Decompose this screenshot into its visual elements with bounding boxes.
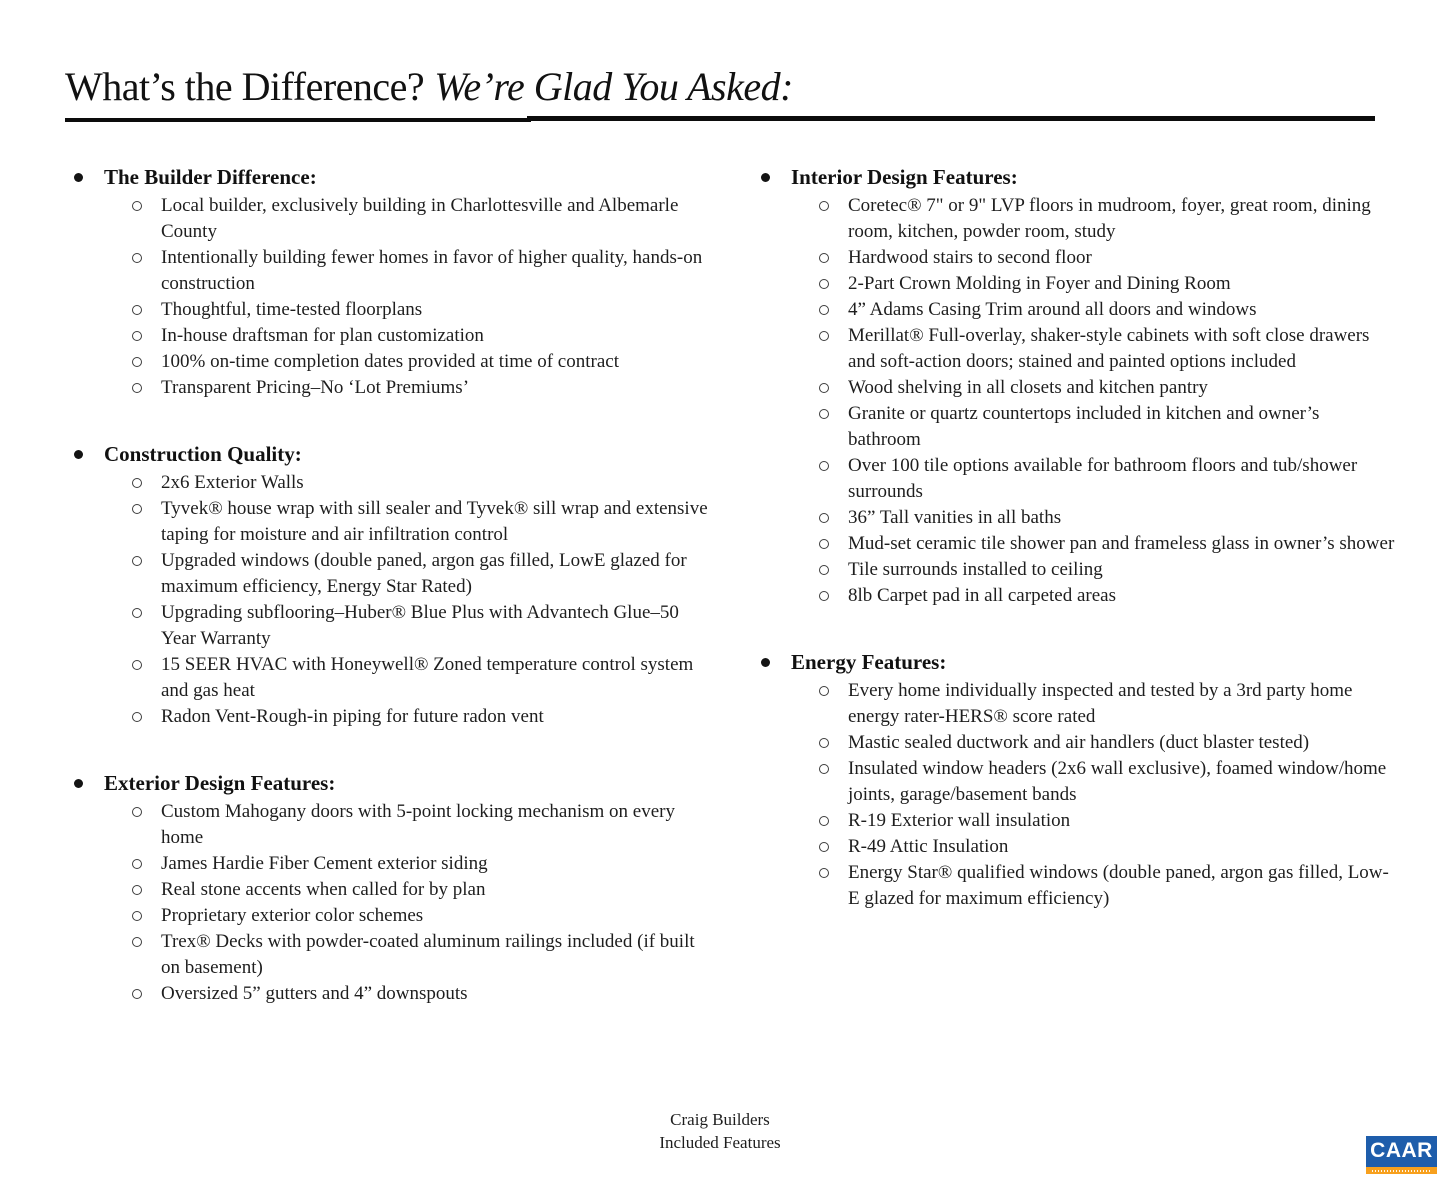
list-item [70, 652, 757, 704]
bullet-circle-icon [819, 201, 829, 211]
bullet-circle-icon [132, 478, 142, 488]
title-block [65, 64, 1375, 124]
list-item [70, 851, 757, 877]
section-interior-design-features [757, 164, 1440, 609]
bullet-circle-icon [132, 807, 142, 817]
section-title: Interior Design Features: [791, 165, 1018, 189]
bullet-circle-icon [132, 253, 142, 263]
bullet-circle-icon [819, 868, 829, 878]
rule-segment-left [65, 118, 531, 122]
section-construction-quality [70, 441, 757, 730]
bullet-circle-icon [132, 357, 142, 367]
section-exterior-design-features [70, 770, 757, 1007]
list-item [70, 297, 757, 323]
bullet-circle-icon [819, 409, 829, 419]
bullet-circle-icon [819, 591, 829, 601]
list-item [757, 323, 1440, 375]
list-item [70, 349, 757, 375]
list-item-text: Intentionally building fewer homes in favor of higher quality, hands-on construction [161, 247, 703, 294]
list-item [757, 808, 1440, 834]
bullet-circle-icon [132, 201, 142, 211]
rule-segment-right [527, 116, 1375, 121]
list-item-text: Hardwood stairs to second floor [848, 247, 1092, 268]
bullet-circle-icon [132, 305, 142, 315]
section-title: Construction Quality: [104, 442, 302, 466]
caar-logo [1366, 1136, 1437, 1174]
list-item-text: Mud-set ceramic tile shower pan and frameless glass in owner’s shower [848, 533, 1395, 554]
list-item [757, 193, 1440, 245]
list-item-text: Upgraded windows (double paned, argon gas filled, LowE glazed for maximum efficiency, Energy Star Rated) [161, 550, 687, 597]
bullet-circle-icon [132, 989, 142, 999]
bullet-circle-icon [819, 331, 829, 341]
list-item [70, 903, 757, 929]
bullet-circle-icon [819, 816, 829, 826]
list-item-text: 15 SEER HVAC with Honeywell® Zoned temperature control system and gas heat [161, 654, 694, 701]
list-item [757, 505, 1440, 531]
bullet-circle-icon [819, 764, 829, 774]
list-item [757, 245, 1440, 271]
list-item-text: James Hardie Fiber Cement exterior siding [161, 853, 488, 874]
bullet-circle-icon [132, 712, 142, 722]
bullet-circle-icon [132, 504, 142, 514]
section-title: Exterior Design Features: [104, 771, 336, 795]
list-item-text: 8lb Carpet pad in all carpeted areas [848, 585, 1116, 606]
bullet-circle-icon [132, 885, 142, 895]
list-item [757, 531, 1440, 557]
list-item [70, 877, 757, 903]
list-item [70, 245, 757, 297]
page-title [65, 64, 1375, 110]
bullet-circle-icon [132, 660, 142, 670]
section-energy-features [757, 649, 1440, 912]
list-item [757, 297, 1440, 323]
list-item [70, 600, 757, 652]
list-item-text: Proprietary exterior color schemes [161, 905, 424, 926]
list-item [757, 860, 1440, 912]
list-item-text: 4” Adams Casing Trim around all doors and windows [848, 299, 1257, 320]
list-item-text: 2-Part Crown Molding in Foyer and Dining Room [848, 273, 1231, 294]
list-item-text: Mastic sealed ductwork and air handlers (duct blaster tested) [848, 732, 1310, 753]
bullet-circle-icon [132, 911, 142, 921]
list-item-text: 100% on-time completion dates provided at time of contract [161, 351, 619, 372]
list-item-text: Real stone accents when called for by plan [161, 879, 486, 900]
bullet-circle-icon [819, 305, 829, 315]
section-title: The Builder Difference: [104, 165, 317, 189]
list-item-text: Upgrading subflooring–Huber® Blue Plus with Advantech Glue–50 Year Warranty [161, 602, 679, 649]
list-item-text: Granite or quartz countertops included in kitchen and owner’s bathroom [848, 403, 1320, 450]
list-item [757, 557, 1440, 583]
bullet-circle-icon [819, 383, 829, 393]
list-item-text: Local builder, exclusively building in Charlottesville and Albemarle County [161, 195, 679, 242]
bullet-circle-icon [819, 513, 829, 523]
bullet-circle-icon [132, 937, 142, 947]
list-item-text: Custom Mahogany doors with 5-point locking mechanism on every home [161, 801, 675, 848]
footer-company: Craig Builders [670, 1110, 770, 1129]
list-item [757, 583, 1440, 609]
title-regular: What’s the Difference? [65, 64, 425, 109]
footer-doc-title: Included Features [659, 1133, 781, 1152]
bullet-circle-icon [132, 331, 142, 341]
list-item-text: Over 100 tile options available for bathroom floors and tub/shower surrounds [848, 455, 1358, 502]
list-item-text: Every home individually inspected and tested by a 3rd party home energy rater-HERS® score rated [848, 680, 1353, 727]
left-column [70, 164, 757, 1047]
caar-logo-text: CAAR [1370, 1139, 1433, 1162]
list-item [757, 834, 1440, 860]
right-column [757, 164, 1440, 1047]
list-item [70, 799, 757, 851]
bullet-circle-icon [132, 556, 142, 566]
bullet-dot-icon [761, 658, 770, 667]
list-item-text: Tyvek® house wrap with sill sealer and Tyvek® sill wrap and extensive taping for moisture and air infiltration control [161, 498, 708, 545]
list-item-text: R-49 Attic Insulation [848, 836, 1009, 857]
list-item-text: Wood shelving in all closets and kitchen pantry [848, 377, 1208, 398]
title-rule [65, 115, 1375, 124]
list-item-text: 2x6 Exterior Walls [161, 472, 304, 493]
list-item-text: Transparent Pricing–No ‘Lot Premiums’ [161, 377, 470, 398]
section-title: Energy Features: [791, 650, 947, 674]
bullet-circle-icon [819, 842, 829, 852]
list-item [70, 704, 757, 730]
bullet-circle-icon [132, 859, 142, 869]
list-item [757, 375, 1440, 401]
list-item-text: In-house draftsman for plan customization [161, 325, 484, 346]
bullet-circle-icon [132, 608, 142, 618]
list-item [70, 548, 757, 600]
list-item-text: Coretec® 7" or 9" LVP floors in mudroom, foyer, great room, dining room, kitchen, powder room, study [848, 195, 1371, 242]
list-item-text: Energy Star® qualified windows (double paned, argon gas filled, Low-E glazed for maximum efficiency) [848, 862, 1389, 909]
bullet-circle-icon [819, 461, 829, 471]
document-page [0, 64, 1440, 1177]
bullet-circle-icon [819, 686, 829, 696]
bullet-circle-icon [819, 539, 829, 549]
list-item [757, 453, 1440, 505]
list-item-text: Insulated window headers (2x6 wall exclusive), foamed window/home joints, garage/basement bands [848, 758, 1387, 805]
list-item [70, 193, 757, 245]
document-footer [0, 1108, 1440, 1154]
list-item-text: R-19 Exterior wall insulation [848, 810, 1071, 831]
list-item-text: Trex® Decks with powder-coated aluminum railings included (if built on basement) [161, 931, 695, 978]
section-builder-difference [70, 164, 757, 401]
list-item [70, 375, 757, 401]
list-item-text: 36” Tall vanities in all baths [848, 507, 1062, 528]
bullet-dot-icon [74, 173, 83, 182]
list-item [70, 496, 757, 548]
list-item [757, 401, 1440, 453]
title-italic: We’re Glad You Asked: [434, 64, 793, 109]
bullet-circle-icon [819, 253, 829, 263]
bullet-circle-icon [819, 738, 829, 748]
list-item-text: Radon Vent-Rough-in piping for future radon vent [161, 706, 544, 727]
list-item [70, 981, 757, 1007]
list-item-text: Tile surrounds installed to ceiling [848, 559, 1103, 580]
list-item [70, 470, 757, 496]
list-item [70, 929, 757, 981]
list-item [757, 678, 1440, 730]
bullet-circle-icon [132, 383, 142, 393]
two-column-layout [70, 164, 1440, 1047]
bullet-dot-icon [74, 450, 83, 459]
bullet-circle-icon [819, 565, 829, 575]
list-item [757, 271, 1440, 297]
list-item-text: Merillat® Full-overlay, shaker-style cabinets with soft close drawers and soft-action doors; stained and painted options included [848, 325, 1370, 372]
bullet-dot-icon [74, 779, 83, 788]
list-item [70, 323, 757, 349]
list-item [757, 756, 1440, 808]
bullet-circle-icon [819, 279, 829, 289]
bullet-dot-icon [761, 173, 770, 182]
caar-logo-orange-strip [1366, 1167, 1437, 1174]
list-item [757, 730, 1440, 756]
list-item-text: Oversized 5” gutters and 4” downspouts [161, 983, 468, 1004]
list-item-text: Thoughtful, time-tested floorplans [161, 299, 423, 320]
